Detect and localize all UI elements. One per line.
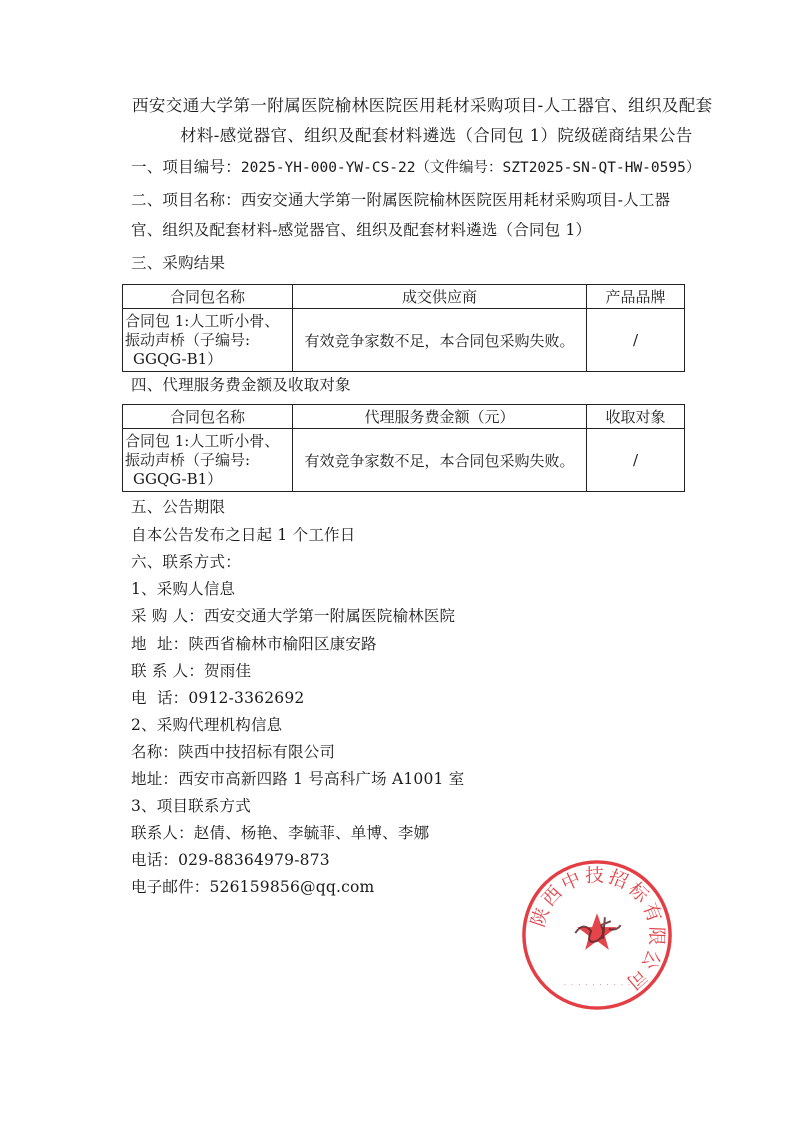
col-header-package: 合同包名称: [123, 285, 293, 309]
table-row: [123, 309, 685, 372]
package-name-line: GGQG-B1）: [133, 349, 223, 368]
purchase-result-heading: 三、采购结果: [131, 254, 226, 272]
agency-info-heading: 2、采购代理机构信息: [131, 716, 283, 734]
buyer-name: 采 购 人：西安交通大学第一附属医院榆林医院: [131, 607, 456, 625]
col-header-target: 收取对象: [587, 405, 685, 429]
col-header-brand: 产品品牌: [587, 285, 685, 309]
doc-title-line-2: 材料-感觉器官、组织及配套材料遴选（合同包 1）院级磋商结果公告: [180, 126, 693, 145]
package-name-line: GGQG-B1）: [133, 469, 223, 488]
notice-period-content: 自本公告发布之日起 1 个工作日: [131, 526, 356, 544]
table-row: [123, 429, 685, 492]
buyer-phone: 电 话：0912-3362692: [131, 689, 305, 707]
star-icon: [577, 913, 617, 950]
project-number-value: 2025-YH-000-YW-CS-22（文件编号：SZT2025-SN-QT-HW-0595）: [240, 160, 701, 176]
buyer-contact: 联 系 人：贺雨佳: [131, 662, 252, 680]
seal-serial-icon: · · · · · · · · · ·: [563, 982, 631, 989]
table-header-row: [123, 285, 685, 309]
purchase-result-table: [122, 284, 685, 372]
col-header-fee: 代理服务费金额（元）: [293, 405, 587, 429]
package-name-line: 合同包 1:人工听小骨、: [125, 311, 280, 330]
table-header-row: [123, 405, 685, 429]
seal-text: 陕西中技招标有限公司: [527, 865, 667, 995]
project-email: 电子邮件：526159856@qq.com: [131, 878, 375, 896]
agency-fee-heading: 四、代理服务费金额及收取对象: [131, 376, 351, 394]
project-name-line-2: 官、组织及配套材料-感觉器官、组织及配套材料遴选（合同包 1）: [131, 221, 592, 239]
target-cell: /: [587, 429, 685, 492]
package-name-line: 振动声桥（子编号:: [125, 330, 251, 349]
project-phone: 电话：029-88364979-873: [131, 851, 330, 869]
buyer-address: 地 址：陕西省榆林市榆阳区康安路: [131, 635, 377, 653]
notice-period-heading: 五、公告期限: [131, 498, 226, 516]
project-contact-heading: 3、项目联系方式: [131, 797, 251, 815]
project-contacts: 联系人：赵倩、杨艳、李毓菲、单博、李娜: [131, 824, 430, 842]
buyer-info-heading: 1、采购人信息: [131, 580, 236, 598]
package-name-cell: [123, 429, 293, 492]
package-name-line: 振动声桥（子编号:: [125, 450, 251, 469]
project-name-line-1: 二、项目名称：西安交通大学第一附属医院榆林医院医用耗材采购项目-人工器: [131, 191, 671, 209]
supplier-cell: 有效竞争家数不足，本合同包采购失败。: [293, 309, 587, 372]
agency-fee-table: [122, 404, 685, 492]
col-header-package: 合同包名称: [123, 405, 293, 429]
agency-address: 地址：西安市高新四路 1 号高科广场 A1001 室: [131, 770, 465, 788]
project-number: [131, 157, 700, 178]
doc-title-line-1: 西安交通大学第一附属医院榆林医院医用耗材采购项目-人工器官、组织及配套: [132, 96, 713, 115]
col-header-supplier: 成交供应商: [293, 285, 587, 309]
fee-cell: 有效竞争家数不足，本合同包采购失败。: [293, 429, 587, 492]
company-seal: [518, 856, 676, 1014]
contact-heading: 六、联系方式：: [131, 553, 241, 571]
brand-cell: /: [587, 309, 685, 372]
project-number-label: 一、项目编号：: [131, 158, 241, 176]
agency-name: 名称：陕西中技招标有限公司: [131, 743, 336, 761]
package-name-line: 合同包 1:人工听小骨、: [125, 431, 280, 450]
package-name-cell: [123, 309, 293, 372]
